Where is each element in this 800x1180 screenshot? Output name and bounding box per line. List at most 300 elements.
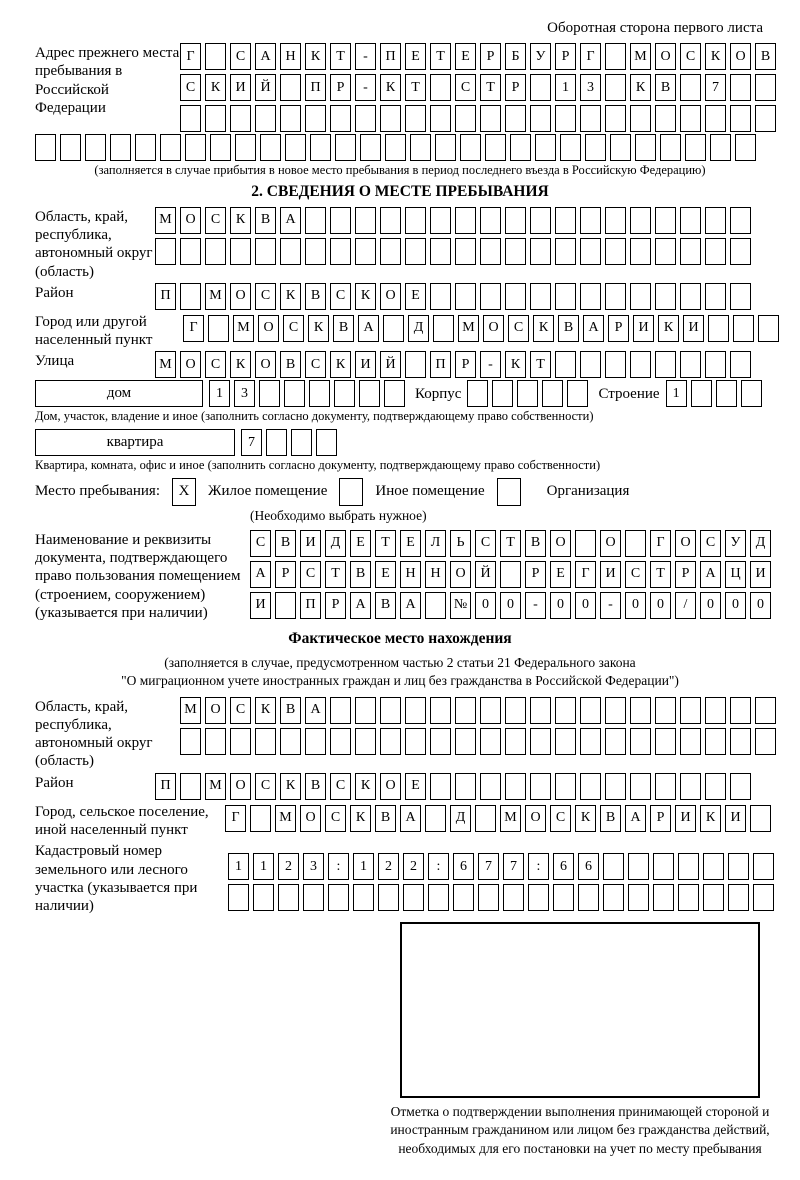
char-cell xyxy=(653,853,674,880)
char-cell: 2 xyxy=(403,853,424,880)
char-cell: С xyxy=(330,773,351,800)
char-cell xyxy=(250,805,271,832)
char-cell xyxy=(360,134,381,161)
char-cell xyxy=(455,697,476,724)
char-cell xyxy=(530,283,551,310)
char-cell xyxy=(505,238,526,265)
char-cell: № xyxy=(450,592,471,619)
char-cell xyxy=(705,105,726,132)
char-cell xyxy=(480,238,501,265)
house-type-box: дом xyxy=(35,380,203,407)
form-page xyxy=(35,20,771,1159)
char-cell xyxy=(35,134,56,161)
char-cell xyxy=(705,697,726,724)
box-grid xyxy=(180,697,776,724)
char-cell: М xyxy=(500,805,521,832)
char-cell xyxy=(330,238,351,265)
char-cell xyxy=(480,105,501,132)
char-cell: 1 xyxy=(228,853,249,880)
char-cell: Й xyxy=(255,74,276,101)
char-cell xyxy=(705,207,726,234)
street-field xyxy=(35,351,765,378)
char-cell: 2 xyxy=(378,853,399,880)
char-cell xyxy=(253,884,274,911)
char-cell xyxy=(655,105,676,132)
char-cell: - xyxy=(525,592,546,619)
prev-address-rows xyxy=(180,43,776,132)
char-cell xyxy=(730,773,751,800)
char-cell xyxy=(625,530,646,557)
char-cell xyxy=(605,351,626,378)
char-cell: - xyxy=(355,74,376,101)
document-field xyxy=(35,530,765,622)
char-cell: О xyxy=(483,315,504,342)
char-cell xyxy=(280,74,301,101)
char-cell xyxy=(628,853,649,880)
char-cell xyxy=(305,728,326,755)
char-cell: 1 xyxy=(253,853,274,880)
box-grid xyxy=(250,592,771,619)
char-cell: М xyxy=(233,315,254,342)
char-cell: К xyxy=(205,74,226,101)
box-grid xyxy=(180,43,776,70)
char-cell xyxy=(503,884,524,911)
char-cell xyxy=(291,429,312,456)
char-cell xyxy=(653,884,674,911)
char-cell xyxy=(380,105,401,132)
char-cell xyxy=(555,238,576,265)
char-cell: П xyxy=(430,351,451,378)
char-cell xyxy=(255,105,276,132)
actual-region-field xyxy=(35,697,765,771)
char-cell: В xyxy=(655,74,676,101)
char-cell: Н xyxy=(280,43,301,70)
district-label: Район xyxy=(35,284,74,301)
char-cell: Д xyxy=(750,530,771,557)
char-cell xyxy=(630,697,651,724)
char-cell: К xyxy=(255,697,276,724)
apartment-row xyxy=(35,429,765,456)
char-cell: Л xyxy=(425,530,446,557)
section2-title: 2. СВЕДЕНИЯ О МЕСТЕ ПРЕБЫВАНИЯ xyxy=(251,182,549,200)
char-cell: Р xyxy=(675,561,696,588)
char-cell: 7 xyxy=(478,853,499,880)
actual-district-field xyxy=(35,773,765,800)
char-cell: И xyxy=(300,530,321,557)
char-cell xyxy=(535,134,556,161)
char-cell xyxy=(553,884,574,911)
char-cell xyxy=(505,728,526,755)
box-grid xyxy=(225,805,771,832)
apartment-type-box: квартира xyxy=(35,429,235,456)
korpus-cells xyxy=(467,380,588,407)
actual-district-label: Район xyxy=(35,774,74,791)
char-cell xyxy=(655,351,676,378)
char-cell xyxy=(278,884,299,911)
char-cell xyxy=(580,697,601,724)
char-cell: Т xyxy=(325,561,346,588)
char-cell xyxy=(705,283,726,310)
char-cell xyxy=(730,207,751,234)
char-cell xyxy=(355,697,376,724)
header-note: Оборотная сторона первого листа xyxy=(547,20,763,36)
region-field xyxy=(35,207,765,281)
char-cell xyxy=(380,728,401,755)
char-cell: Ц xyxy=(725,561,746,588)
char-cell xyxy=(655,728,676,755)
char-cell: О xyxy=(600,530,621,557)
char-cell: О xyxy=(230,283,251,310)
char-cell xyxy=(205,728,226,755)
char-cell: К xyxy=(575,805,596,832)
char-cell: 1 xyxy=(666,380,687,407)
char-cell xyxy=(605,74,626,101)
char-cell: П xyxy=(300,592,321,619)
char-cell xyxy=(266,429,287,456)
char-cell xyxy=(230,105,251,132)
char-cell xyxy=(380,697,401,724)
char-cell xyxy=(530,773,551,800)
char-cell: К xyxy=(658,315,679,342)
char-cell: К xyxy=(230,351,251,378)
apartment-caption: Квартира, комната, офис и иное (заполнить согласно документу, подтверждающему право собственности) xyxy=(35,458,601,473)
char-cell: Т xyxy=(530,351,551,378)
char-cell xyxy=(316,429,337,456)
char-cell xyxy=(680,238,701,265)
char-cell: О xyxy=(380,283,401,310)
char-cell xyxy=(255,728,276,755)
other-premises-label: Иное помещение xyxy=(375,483,485,500)
char-cell xyxy=(705,773,726,800)
char-cell: 6 xyxy=(578,853,599,880)
char-cell: И xyxy=(633,315,654,342)
char-cell xyxy=(385,134,406,161)
char-cell xyxy=(480,728,501,755)
char-cell xyxy=(730,351,751,378)
char-cell xyxy=(605,283,626,310)
char-cell xyxy=(455,207,476,234)
char-cell xyxy=(603,853,624,880)
char-cell: Р xyxy=(325,592,346,619)
char-cell xyxy=(730,238,751,265)
char-cell xyxy=(510,134,531,161)
char-cell xyxy=(703,853,724,880)
char-cell xyxy=(555,697,576,724)
char-cell: 1 xyxy=(555,74,576,101)
char-cell xyxy=(630,283,651,310)
char-cell: К xyxy=(330,351,351,378)
stay-type-label: Место пребывания: xyxy=(35,483,160,500)
char-cell: К xyxy=(700,805,721,832)
char-cell xyxy=(680,207,701,234)
char-cell xyxy=(284,380,305,407)
char-cell xyxy=(359,380,380,407)
char-cell xyxy=(259,380,280,407)
char-cell: Г xyxy=(650,530,671,557)
char-cell xyxy=(678,853,699,880)
char-cell xyxy=(655,207,676,234)
char-cell xyxy=(405,697,426,724)
char-cell xyxy=(630,207,651,234)
char-cell: В xyxy=(255,207,276,234)
char-cell xyxy=(753,853,774,880)
char-cell xyxy=(85,134,106,161)
char-cell xyxy=(280,728,301,755)
char-cell: К xyxy=(533,315,554,342)
char-cell: А xyxy=(305,697,326,724)
char-cell: 0 xyxy=(550,592,571,619)
char-cell: О xyxy=(550,530,571,557)
char-cell xyxy=(555,728,576,755)
box-grid xyxy=(250,530,771,557)
document-rows xyxy=(250,530,771,619)
char-cell xyxy=(605,238,626,265)
char-cell xyxy=(728,884,749,911)
char-cell xyxy=(310,134,331,161)
char-cell: Р xyxy=(505,74,526,101)
char-cell: С xyxy=(250,530,271,557)
box-grid xyxy=(228,884,774,911)
char-cell: М xyxy=(275,805,296,832)
char-cell xyxy=(405,238,426,265)
char-cell: Т xyxy=(430,43,451,70)
actual-city-label: Город, сельское поселение, иной населенный пункт xyxy=(35,803,209,839)
stamp-caption: Отметка о подтверждении выполнения принимающей стороной и иностранным гражданином или лицом без гражданства действий, необходимых для его постановки на учет по месту пребывания xyxy=(390,1103,770,1157)
char-cell: К xyxy=(705,43,726,70)
char-cell: Р xyxy=(525,561,546,588)
char-cell xyxy=(160,134,181,161)
char-cell xyxy=(480,697,501,724)
char-cell xyxy=(467,380,488,407)
char-cell: П xyxy=(305,74,326,101)
char-cell xyxy=(334,380,355,407)
char-cell: Т xyxy=(480,74,501,101)
char-cell: С xyxy=(325,805,346,832)
char-cell xyxy=(567,380,588,407)
char-cell xyxy=(741,380,762,407)
char-cell: С xyxy=(455,74,476,101)
char-cell: : xyxy=(328,853,349,880)
char-cell: Ь xyxy=(450,530,471,557)
char-cell xyxy=(730,283,751,310)
char-cell xyxy=(735,134,756,161)
char-cell: В xyxy=(600,805,621,832)
char-cell: Т xyxy=(405,74,426,101)
char-cell xyxy=(755,105,776,132)
char-cell xyxy=(680,283,701,310)
box-grid xyxy=(180,105,776,132)
char-cell xyxy=(480,773,501,800)
char-cell xyxy=(405,728,426,755)
char-cell: В xyxy=(305,773,326,800)
char-cell xyxy=(460,134,481,161)
char-cell: О xyxy=(230,773,251,800)
char-cell xyxy=(428,884,449,911)
region-rows xyxy=(155,207,751,265)
char-cell xyxy=(605,43,626,70)
char-cell xyxy=(280,105,301,132)
char-cell: С xyxy=(475,530,496,557)
char-cell: Е xyxy=(350,530,371,557)
apartment-cells xyxy=(241,429,337,456)
actual-note-line1: (заполняется в случае, предусмотренном частью 2 статьи 21 Федерального закона xyxy=(164,655,636,671)
char-cell: С xyxy=(205,207,226,234)
char-cell: 1 xyxy=(353,853,374,880)
char-cell xyxy=(655,283,676,310)
char-cell: П xyxy=(155,283,176,310)
char-cell xyxy=(605,207,626,234)
char-cell: А xyxy=(250,561,271,588)
char-cell: И xyxy=(750,561,771,588)
prev-address-field xyxy=(35,43,771,132)
char-cell: С xyxy=(300,561,321,588)
char-cell: К xyxy=(305,43,326,70)
char-cell: 0 xyxy=(500,592,521,619)
box-grid xyxy=(155,283,751,310)
char-cell xyxy=(705,238,726,265)
cadastral-rows xyxy=(228,853,774,911)
char-cell xyxy=(339,478,363,506)
char-cell xyxy=(430,283,451,310)
char-cell: О xyxy=(300,805,321,832)
char-cell xyxy=(303,884,324,911)
prev-address-overflow-row xyxy=(35,134,765,161)
box-grid xyxy=(228,853,774,880)
char-cell: Г xyxy=(580,43,601,70)
char-cell: Е xyxy=(455,43,476,70)
char-cell xyxy=(185,134,206,161)
char-cell: И xyxy=(250,592,271,619)
char-cell: В xyxy=(375,592,396,619)
char-cell: В xyxy=(525,530,546,557)
char-cell xyxy=(355,238,376,265)
char-cell: Р xyxy=(555,43,576,70)
char-cell: К xyxy=(630,74,651,101)
district-field xyxy=(35,283,765,310)
char-cell xyxy=(530,207,551,234)
char-cell xyxy=(580,105,601,132)
char-cell xyxy=(755,697,776,724)
char-cell: Е xyxy=(405,283,426,310)
char-cell: Д xyxy=(325,530,346,557)
stay-note: (Необходимо выбрать нужное) xyxy=(250,507,427,523)
char-cell: 0 xyxy=(750,592,771,619)
char-cell xyxy=(228,884,249,911)
char-cell xyxy=(685,134,706,161)
char-cell: С xyxy=(180,74,201,101)
char-cell: 0 xyxy=(725,592,746,619)
char-cell: 7 xyxy=(503,853,524,880)
char-cell xyxy=(405,207,426,234)
char-cell xyxy=(753,884,774,911)
char-cell xyxy=(678,884,699,911)
char-cell: М xyxy=(155,207,176,234)
char-cell: М xyxy=(180,697,201,724)
char-cell: А xyxy=(280,207,301,234)
char-cell xyxy=(135,134,156,161)
char-cell xyxy=(530,728,551,755)
char-cell xyxy=(605,773,626,800)
char-cell: А xyxy=(400,592,421,619)
char-cell: У xyxy=(725,530,746,557)
char-cell: С xyxy=(255,773,276,800)
char-cell xyxy=(716,380,737,407)
street-label: Улица xyxy=(35,353,75,370)
char-cell xyxy=(530,74,551,101)
char-cell xyxy=(505,207,526,234)
char-cell xyxy=(580,728,601,755)
actual-location-title: Фактическое место нахождения xyxy=(288,630,512,648)
char-cell xyxy=(630,105,651,132)
char-cell xyxy=(630,773,651,800)
char-cell: О xyxy=(255,351,276,378)
char-cell xyxy=(555,207,576,234)
char-cell xyxy=(730,105,751,132)
char-cell xyxy=(330,207,351,234)
char-cell: С xyxy=(508,315,529,342)
char-cell: О xyxy=(180,351,201,378)
char-cell: С xyxy=(700,530,721,557)
organization-checkbox xyxy=(497,478,521,506)
char-cell xyxy=(580,283,601,310)
char-cell: С xyxy=(230,697,251,724)
char-cell xyxy=(505,697,526,724)
char-cell: М xyxy=(205,283,226,310)
char-cell: А xyxy=(400,805,421,832)
char-cell: Г xyxy=(183,315,204,342)
char-cell: 1 xyxy=(209,380,230,407)
char-cell: : xyxy=(428,853,449,880)
char-cell xyxy=(475,805,496,832)
char-cell xyxy=(378,884,399,911)
char-cell xyxy=(180,105,201,132)
char-cell: 2 xyxy=(278,853,299,880)
char-cell xyxy=(755,74,776,101)
char-cell xyxy=(335,134,356,161)
char-cell xyxy=(430,105,451,132)
char-cell: П xyxy=(155,773,176,800)
char-cell xyxy=(380,207,401,234)
char-cell: Р xyxy=(330,74,351,101)
char-cell xyxy=(703,884,724,911)
char-cell: Б xyxy=(505,43,526,70)
char-cell: О xyxy=(675,530,696,557)
prev-address-caption: (заполняется в случае прибытия в новое место пребывания в период последнего въезда в Российскую Федерацию) xyxy=(94,163,706,177)
char-cell: Е xyxy=(375,561,396,588)
char-cell: Р xyxy=(650,805,671,832)
char-cell xyxy=(680,697,701,724)
char-cell xyxy=(555,773,576,800)
char-cell xyxy=(505,105,526,132)
char-cell xyxy=(280,238,301,265)
char-cell xyxy=(580,207,601,234)
char-cell xyxy=(580,351,601,378)
char-cell xyxy=(480,283,501,310)
box-grid xyxy=(155,773,751,800)
char-cell xyxy=(425,592,446,619)
char-cell: / xyxy=(675,592,696,619)
char-cell xyxy=(555,105,576,132)
char-cell: 3 xyxy=(234,380,255,407)
box-grid xyxy=(180,74,776,101)
char-cell: К xyxy=(280,773,301,800)
korpus-label: Корпус xyxy=(415,386,462,403)
char-cell xyxy=(630,351,651,378)
char-cell xyxy=(580,773,601,800)
house-caption: Дом, участок, владение и иное (заполнить согласно документу, подтверждающему право собственности) xyxy=(35,409,594,424)
char-cell xyxy=(60,134,81,161)
char-cell xyxy=(530,238,551,265)
